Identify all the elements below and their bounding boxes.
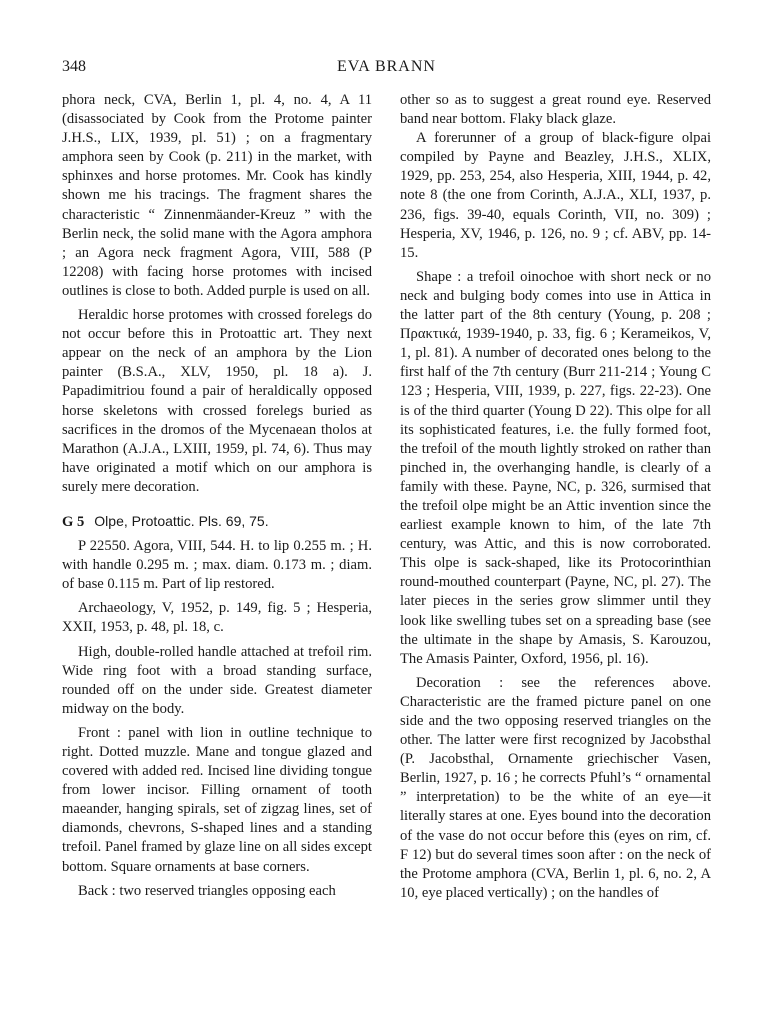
right-column bbox=[400, 91, 711, 903]
paragraph: P 22550. Agora, VIII, 544. H. to lip 0.255 m. ; H. with handle 0.295 m. ; max. diam. 0.173 m. ; diam. of base 0.115 m. Part of lip restored. bbox=[62, 538, 372, 593]
paragraph: Decoration : see the references above. Characteristic are the framed picture panel on one side and the two opposing reserved triangles on the other. The latter were first recognized by Jacobsthal (P. Jacobsthal, Ornamente griechischer Vasen, Berlin, 1927, p. 16 ; he corrects Pfuhl’s “ ornamental ” interpretation) to be the white of an eye—it literally stares at one. Eyes bound into the decoration of the vase do not occur before this (eyes on rim, cf. F 12) but do several times soon after : on the neck of the Protome amphora (CVA, Berlin 1, pl. 6, no. 2, A 10, eye placed vertically) ; on the handles of bbox=[400, 674, 711, 901]
paragraph: Front : panel with lion in outline technique to right. Dotted muzzle. Mane and tongue glazed and covered with added red. Incised line dividing tongue from lower incisor. Filling ornament of tooth maeander, hanging spirals, set of zigzag lines, set of diamonds, chevrons, S-shaped lines and a standing trefoil. Panel framed by glaze line on all sides except bottom. Square ornaments at base corners. bbox=[62, 724, 372, 875]
page-number: 348 bbox=[62, 58, 86, 75]
paragraph: High, double-rolled handle attached at trefoil rim. Wide ring foot with a broad standing surface, rounded off on the under side. Greatest diameter midway on the body. bbox=[62, 643, 372, 717]
page-header bbox=[62, 58, 711, 82]
left-column bbox=[62, 91, 372, 901]
paragraph: Heraldic horse protomes with crossed forelegs do not occur before this in Protoattic art. They next appear on the neck of an amphora by the Lion painter (B.S.A., XLV, 1950, pl. 18 a). J. Papadimitriou found a pair of heraldically opposed horse skeletons with crossed forelegs buried as sacrifices in the dromos of the Mycenaean tholos at Marathon (A.J.A., LXIII, 1959, pl. 74, 6). Thus may have originated a motif which on our amphora is surely mere decoration. bbox=[62, 307, 372, 495]
catalogue-number: G 5 bbox=[62, 513, 85, 530]
running-title: EVA BRANN bbox=[337, 58, 436, 75]
paragraph: other so as to suggest a great round eye. Reserved band near bottom. Flaky black glaze. bbox=[400, 92, 711, 128]
paragraph: Shape : a trefoil oinochoe with short neck or no neck and bulging body comes into use in Attica in the latter part of the 8th century (Young, p. 208 ; Πρακτικά, 1939-1940, p. 33, fig. 6 ; Kerameikos, V, 1, pl. 81). A number of decorated ones belong to the first half of the 7th century (Burr 211-214 ; Young C 123 ; Hesperia, VIII, 1939, p. 227, figs. 22-23). One is of the third quarter (Young D 22). This olpe for all its sophisticated features, i.e. the fully formed foot, the trefoil of the mouth lightly stroked on rather than pinched in, the overhanging handle, is clearly of a family with these. Payne, NC, p. 326, surmised that the trefoil olpe might be an Attic invention since the earliest example known to him, of the late 7th century, was Attic, and this is now corroborated. This olpe is sack-shaped, like its Protocorinthian round-mouthed counterpart (Payne, NC, pl. 27). The later pieces in the series grow slimmer until they look like swelling tubes set on a spreading base (see the ultimate in the shape by Amasis, S. Karouzou, The Amasis Painter, Oxford, 1956, pl. 16). bbox=[400, 268, 711, 667]
paragraph: A forerunner of a group of black-figure olpai compiled by Payne and Beazley, J.H.S., XLIX, 1929, pp. 253, 254, also Hesperia, XIII, 1944, p. 42, note 8 (the one from Corinth, A.J.A., XLI, 1937, p. 236, figs. 39-40, equals Corinth, VII, no. 309) ; Hesperia, XV, 1946, p. 126, no. 9 ; cf. ABV, pp. 14-15. bbox=[400, 130, 711, 261]
catalogue-heading bbox=[62, 512, 372, 532]
catalogue-title: Olpe, Protoattic. Pls. 69, 75. bbox=[94, 512, 269, 529]
paragraph: Archaeology, V, 1952, p. 149, fig. 5 ; Hesperia, XXII, 1953, p. 48, pl. 18, c. bbox=[62, 600, 372, 636]
paragraph: Back : two reserved triangles opposing each bbox=[78, 882, 336, 899]
paragraph: phora neck, CVA, Berlin 1, pl. 4, no. 4, A 11 (disassociated by Cook from the Protome painter J.H.S., LIX, 1939, pl. 51) ; on a fragmentary amphora seen by Cook (p. 211) in the market, with sphinxes and horse protomes. Mr. Cook has kindly shown me his tracings. The fragment shares the characteristic “ Zinnenmäander-Kreuz ” with the Berlin neck, the solid mane with the Agora amphora ; an Agora neck fragment Agora, VIII, 588 (P 12208) with facing horse protomes with incised outlines is close to both. Added purple is used on all. bbox=[62, 92, 372, 299]
